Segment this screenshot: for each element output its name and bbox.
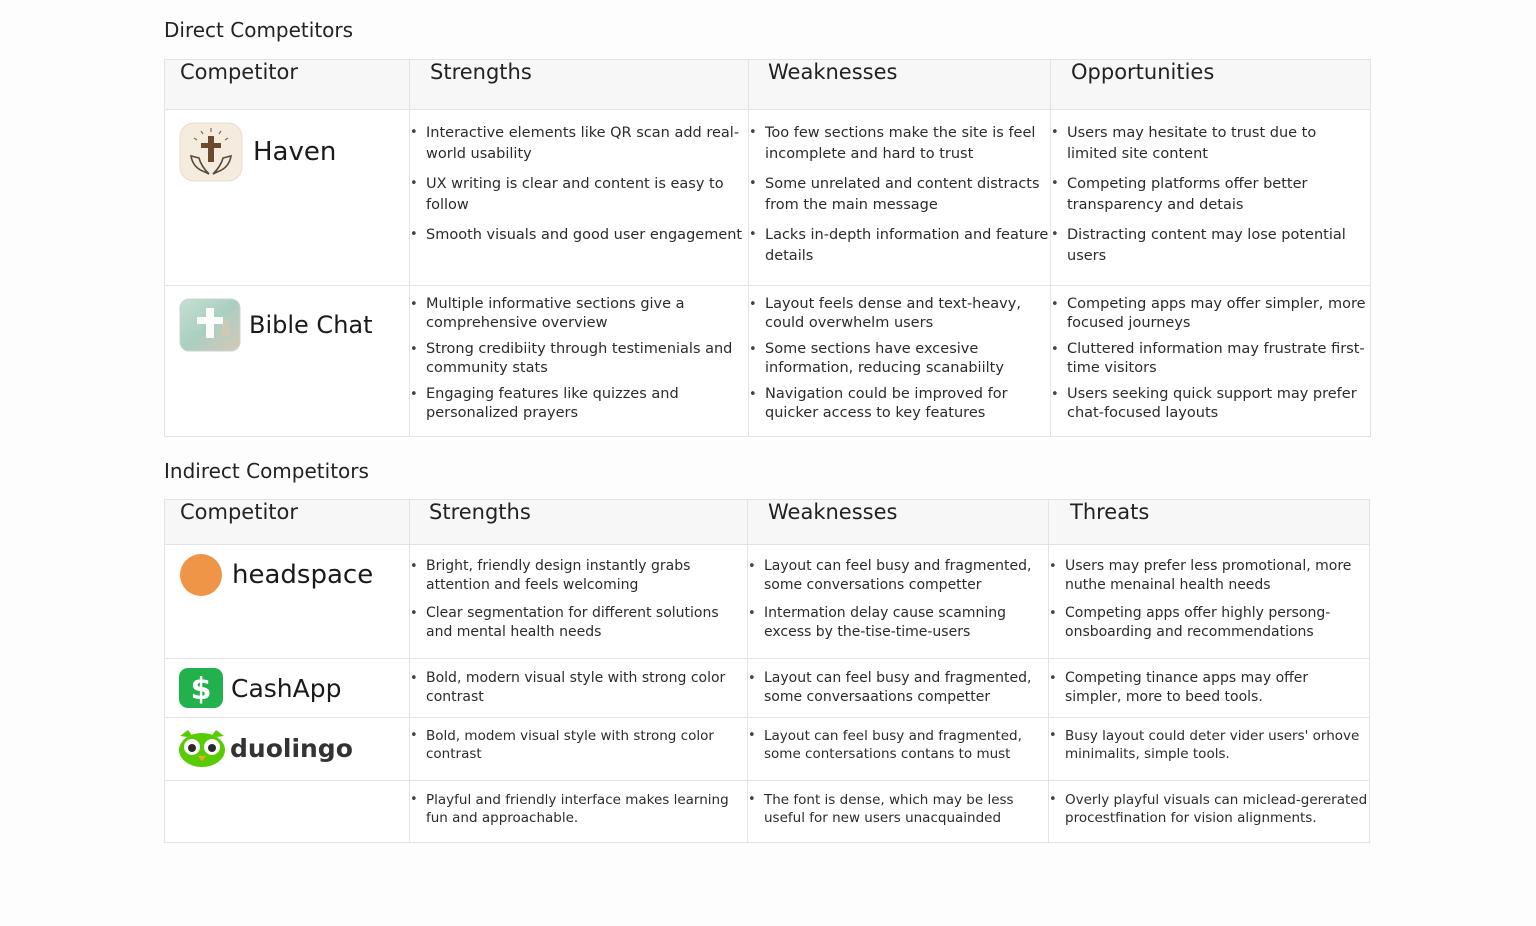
threats-cell — [1049, 718, 1370, 781]
competitor-name: Haven — [253, 137, 337, 167]
weaknesses-cell — [749, 110, 1051, 286]
list-item: • UX writing is clear and content is easy to follow — [410, 174, 748, 215]
list-item: • Cluttered information may frustrate first-time visitors — [1051, 340, 1370, 378]
weaknesses-cell — [749, 286, 1051, 437]
list-item: • Bold, modem visual style with strong color contrast — [410, 727, 747, 763]
header-competitor: Competitor — [165, 60, 410, 110]
header-opportunities: Opportunities — [1051, 60, 1371, 110]
opportunities-cell — [1051, 110, 1371, 286]
threats-cell — [1049, 781, 1370, 843]
list-item: • Busy layout could deter vider users' orhove minimalits, simple tools. — [1049, 727, 1369, 763]
opportunities-cell — [1051, 286, 1371, 437]
list-item: • The font is dense, which may be less useful for new users unacquainded — [748, 791, 1048, 827]
list-item: • Some unrelated and content distracts from the main message — [749, 174, 1050, 215]
indirect-competitors-table — [164, 499, 1370, 843]
table-row — [165, 718, 1370, 781]
list-item: • Too few sections make the site is feel incomplete and hard to trust — [749, 123, 1050, 164]
haven-logo-icon — [179, 122, 243, 182]
competitor-cell — [165, 286, 410, 437]
table-header-row — [165, 500, 1370, 545]
list-item: • Overly playful visuals can miclead-gererated procestfination for vision alignments. — [1049, 791, 1369, 827]
table-row — [165, 545, 1370, 659]
list-item: • Strong credibiity through testimenials and community stats — [410, 340, 748, 378]
competitor-cell — [165, 659, 410, 718]
table-row — [165, 659, 1370, 718]
header-competitor: Competitor — [165, 500, 410, 545]
competitor-cell — [165, 545, 410, 659]
competitor-cell — [165, 781, 410, 843]
list-item: • Bright, friendly design instantly grabs attention and feels welcoming — [410, 557, 747, 595]
strengths-cell — [410, 718, 748, 781]
duolingo-owl-icon — [176, 728, 228, 768]
threats-cell — [1049, 659, 1370, 718]
direct-competitors-table — [164, 59, 1371, 437]
list-item: • Engaging features like quizzes and personalized prayers — [410, 385, 748, 423]
list-item: • Layout can feel busy and fragmented, some contersations contans to must — [748, 727, 1048, 763]
competitor-name: headspace — [232, 560, 374, 590]
indirect-competitors-title: Indirect Competitors — [164, 459, 369, 483]
weaknesses-cell — [748, 781, 1049, 843]
list-item: • Competing platforms offer better transparency and detais — [1051, 174, 1370, 215]
cashapp-logo-icon — [179, 668, 223, 708]
strengths-cell — [410, 659, 748, 718]
list-item: • Users may prefer less promotional, more nuthe menainal health needs — [1049, 557, 1369, 595]
header-threats: Threats — [1049, 500, 1370, 545]
table-header-row — [165, 60, 1371, 110]
list-item: • Intermation delay cause scamning excess by the-tise-time-users — [748, 604, 1048, 642]
headspace-logo-icon — [179, 553, 223, 597]
competitor-cell — [165, 718, 410, 781]
list-item: • Layout feels dense and text-heavy, could overwhelm users — [749, 295, 1050, 333]
strengths-cell — [410, 781, 748, 843]
table-row — [165, 781, 1370, 843]
bible-chat-logo-icon — [179, 298, 241, 352]
competitor-cell — [165, 110, 410, 286]
list-item: • Navigation could be improved for quicker access to key features — [749, 385, 1050, 423]
list-item: • Some sections have excesive information, reducing scanabiilty — [749, 340, 1050, 378]
strengths-cell — [410, 110, 749, 286]
table-row — [165, 110, 1371, 286]
list-item: • Lacks in-depth information and feature details — [749, 225, 1050, 266]
table-row — [165, 286, 1371, 437]
strengths-cell — [410, 545, 748, 659]
list-item: • Competing apps offer highly persong-onsboarding and recommendations — [1049, 604, 1369, 642]
list-item: • Distracting content may lose potential users — [1051, 225, 1370, 266]
list-item: • Clear segmentation for different solutions and mental health needs — [410, 604, 747, 642]
list-item: • Competing apps may offer simpler, more focused journeys — [1051, 295, 1370, 333]
list-item: • Interactive elements like QR scan add real-world usability — [410, 123, 748, 164]
list-item: • Smooth visuals and good user engagement — [410, 225, 748, 246]
list-item: • Users may hesitate to trust due to limited site content — [1051, 123, 1370, 164]
competitor-name: duolingo — [230, 733, 353, 763]
header-weaknesses: Weaknesses — [748, 500, 1049, 545]
list-item: • Users seeking quick support may prefer chat-focused layouts — [1051, 385, 1370, 423]
weaknesses-cell — [748, 718, 1049, 781]
list-item: • Bold, modern visual style with strong color contrast — [410, 669, 747, 707]
strengths-cell — [410, 286, 749, 437]
list-item: • Layout can feel busy and fragmented, some conversaations competter — [748, 669, 1048, 707]
list-item: • Layout can feel busy and fragmented, some conversations competter — [748, 557, 1048, 595]
list-item: • Multiple informative sections give a comprehensive overview — [410, 295, 748, 333]
direct-competitors-title: Direct Competitors — [164, 18, 354, 42]
competitor-name: CashApp — [231, 673, 342, 703]
weaknesses-cell — [748, 659, 1049, 718]
header-weaknesses: Weaknesses — [749, 60, 1051, 110]
header-strengths: Strengths — [410, 500, 748, 545]
svg-text:$: $ — [190, 672, 212, 707]
competitor-name: Bible Chat — [249, 311, 373, 339]
threats-cell — [1049, 545, 1370, 659]
weaknesses-cell — [748, 545, 1049, 659]
list-item: • Competing tinance apps may offer simpler, more to beed tools. — [1049, 669, 1369, 707]
header-strengths: Strengths — [410, 60, 749, 110]
list-item: • Playful and friendly interface makes learning fun and approachable. — [410, 791, 747, 827]
